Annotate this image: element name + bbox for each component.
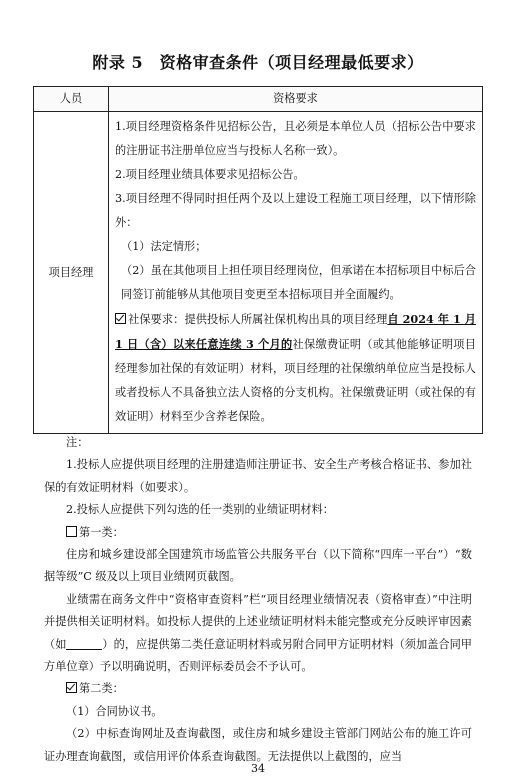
- category-2-item-1: （1）合同协议书。: [66, 704, 163, 718]
- category-1-text: 住房和城乡建设部全国建筑市场监管公共服务平台（以下简称“四库一平台”）“数据等级”C 级及以上项目业绩网页截图。: [44, 548, 472, 584]
- category-2-item-2: （2）中标查询网址及查询截图，或住房和城乡建设主管部门网站公布的施工许可证办理查询截图，或信用评价体系查询截图。无法提供以上截图的，应当: [44, 727, 472, 763]
- page-title: 附录 5 资格审查条件（项目经理最低要求）: [92, 53, 424, 72]
- category-1-option: [44, 522, 472, 544]
- notes-label: 注：: [66, 436, 89, 449]
- req-item-3: 3.项目经理不得同时担任两个及以上建设工程施工项目经理，以下情形除外：: [115, 192, 476, 229]
- note-1: 1.投标人应提供项目经理的注册建造师注册证书、安全生产考核合格证书、参加社保的有效证明材料（如要求）。: [44, 458, 472, 494]
- social-text-pre: 社保要求：提供投标人所属社保机构出具的项目经理: [128, 313, 388, 326]
- checked-checkbox-icon[interactable]: [66, 682, 77, 693]
- header-requirements: 资格要求: [109, 87, 483, 112]
- notes-section: [44, 432, 472, 768]
- role-cell: 项目经理: [34, 112, 109, 434]
- category-2-label: 第二类：: [79, 682, 124, 696]
- page-number: 34: [251, 762, 265, 775]
- social-text-post: 社保缴费证明（或其他能够证明项目经理参加社保的有效证明）材料，项目经理的社保缴纳单位应当是投标人或者投标人不具备独立法人资格的分支机构。社保缴费证明（或社保的有效证明）材料至少含养老保险。: [115, 338, 476, 423]
- category-1-note-pre: 业绩需在商务文件中“资格审查资料”栏“项目经理业绩情况表（资格审查）”中注明并提供相关证明材料。如投标人提供的上述业绩证明材料未能完整或充分反映评审因素（如: [44, 592, 472, 651]
- category-1-note: [44, 589, 472, 679]
- unchecked-checkbox-icon[interactable]: [66, 526, 77, 537]
- requirements-cell: [109, 112, 483, 434]
- category-2-option: [44, 678, 472, 700]
- checked-checkbox-icon[interactable]: [115, 313, 126, 324]
- req-item-3b: （2）虽在其他项目上担任项目经理岗位，但承诺在本招标项目中标后合同签订前能够从其他项目变更至本招标项目并全面履约。: [121, 264, 476, 301]
- table-row: [34, 112, 483, 434]
- table-header-row: [34, 87, 483, 112]
- fill-in-blank[interactable]: [66, 638, 102, 650]
- req-item-3a: （1）法定情形；: [121, 240, 207, 253]
- category-1-note-post: ）的，应提供第二类任意证明材料或另附合同甲方证明材料（须加盖合同甲方单位章）予以明确说明，否则评标委员会不予认可。: [44, 637, 472, 674]
- social-text-underlined: 自 2024 年 1 月 1 日（含）以来任意连续 3 个月的: [115, 312, 476, 351]
- note-2: 2.投标人应提供下列勾选的任一类别的业绩证明材料：: [66, 503, 334, 517]
- category-1-label: 第一类：: [79, 525, 124, 539]
- header-role: 人员: [34, 87, 109, 112]
- requirements-table: [33, 86, 483, 434]
- social-security-requirement: [115, 307, 476, 429]
- req-item-2: 2.项目经理业绩具体要求见招标公告。: [115, 168, 305, 181]
- req-item-1: 1.项目经理资格条件见招标公告，且必须是本单位人员（招标公告中要求的注册证书注册单位应当与投标人名称一致）。: [115, 120, 476, 157]
